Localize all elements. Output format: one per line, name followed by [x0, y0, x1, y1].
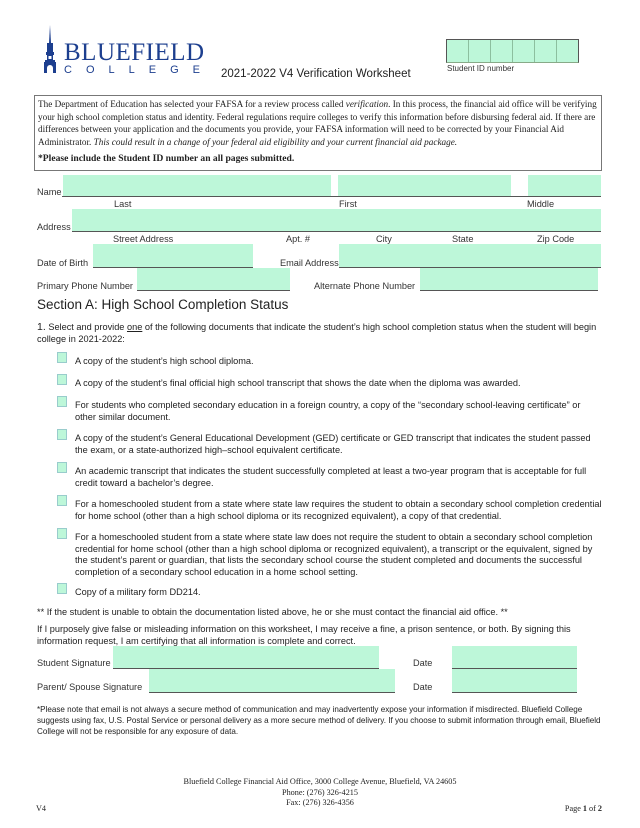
question-text: of the following documents that indicate the student’s high school completion status when the student will begin college in 2021-2022: [37, 322, 597, 344]
name-last-label: Last [114, 199, 132, 209]
student-id-note: *Please include the Student ID number an all pages submitted. [38, 153, 295, 165]
option-label: A copy of the student’s General Educational Development (GED) certificate or GED transcript that indicates the student passed the exam, or a state-authorized high–school equivalent certificate. [75, 433, 591, 455]
parent-date-label: Date [413, 682, 433, 692]
address-apt-label: Apt. # [286, 234, 311, 244]
option-label: A copy of the student’s final official high school transcript that shows the date when the diploma was awarded. [75, 378, 521, 388]
student-id-label: Student ID number [447, 64, 515, 73]
address-zip-label: Zip Code [537, 234, 575, 244]
option-label: Copy of a military form DD214. [75, 587, 201, 597]
intro-text: The Department of Education has selected your FAFSA for a review process called [38, 99, 346, 109]
option-checkbox[interactable] [57, 396, 67, 407]
student-id-digit-3[interactable] [491, 40, 513, 62]
intro-italic-term: verification [345, 99, 389, 109]
address-input[interactable] [72, 209, 601, 231]
option-homeschool-credential[interactable] [57, 495, 602, 522]
name-middle-input[interactable] [528, 175, 601, 196]
footer-version: V4 [36, 804, 47, 813]
option-diploma[interactable] [57, 352, 602, 368]
student-id-digit-6[interactable] [557, 40, 578, 62]
option-checkbox[interactable] [57, 583, 67, 594]
student-date-input[interactable] [452, 646, 577, 669]
address-state-label: State [452, 234, 474, 244]
option-military-dd214[interactable] [57, 583, 602, 599]
section-a-title: Section A: High School Completion Status [37, 297, 289, 312]
parent-signature-input[interactable] [149, 669, 395, 693]
option-label: For a homeschooled student from a state where state law does not require the student to obtain a secondary school completion credential for home school (other than a high school diploma or recognized equivalent), a transcript or the equivalent, signed by the student’s parent or guardian, that lists the secondary school course the student completed and documents the successful completion of a secondary school education in a home school setting. [75, 532, 593, 577]
student-id-field [446, 39, 579, 73]
dob-label: Date of Birth [37, 258, 89, 268]
student-id-digit-2[interactable] [469, 40, 491, 62]
name-last-input[interactable] [63, 175, 331, 196]
college-logo [40, 25, 214, 76]
email-security-note: *Please note that email is not always a secure method of communication and may inadvertently expose your information if misdirected. Bluefield College suggests using fax, U.S. Postal Service or personal delivery as a more secure method of delivery. If you choose to submit information through email, Bluefield College will not be responsible for any exposure of data. [37, 705, 601, 736]
intro-box [34, 95, 602, 171]
page-current: 1 [582, 804, 587, 813]
option-checkbox[interactable] [57, 495, 67, 506]
parent-date-input[interactable] [452, 669, 577, 693]
question-1 [37, 322, 597, 345]
page-separator: of [586, 804, 598, 813]
name-underline [62, 196, 601, 197]
option-checkbox[interactable] [57, 374, 67, 385]
footer-phone: Phone: (276) 326-4215 [282, 787, 358, 797]
address-underline [72, 231, 601, 232]
email-label: Email Address [280, 258, 339, 268]
option-checkbox[interactable] [57, 528, 67, 539]
option-checkbox[interactable] [57, 429, 67, 440]
alternate-phone-label: Alternate Phone Number [314, 281, 416, 291]
intro-paragraph [38, 98, 598, 148]
page-label: Page [564, 804, 583, 813]
question-text: Select and provide [45, 322, 127, 332]
footer-page-number [540, 804, 602, 815]
student-signature-input[interactable] [113, 646, 379, 669]
name-first-input[interactable] [338, 175, 511, 196]
name-middle-label: Middle [527, 199, 555, 209]
student-signature-label: Student Signature [37, 658, 111, 668]
chapel-steeple-icon [42, 25, 58, 75]
email-input[interactable] [339, 244, 601, 268]
question-number: 1. [37, 321, 46, 333]
page-total: 2 [597, 804, 602, 813]
address-street-label: Street Address [113, 234, 174, 244]
option-label: For a homeschooled student from a state where state law requires the student to obtain a secondary school completion credential for home school (other than a high school diploma or its recognized equivalent), a copy of that credential. [75, 499, 602, 521]
name-label: Name [37, 187, 62, 197]
footer-address-block [120, 777, 520, 809]
primary-phone-input[interactable] [137, 268, 290, 291]
intro-text: . In this process, the financial aid office will be verifying your high school completion status and identity. Federal regulations require colleges to verify this information before disbursing federal aid. If there are differences between your application and the documents you provide, your FAFSA information will need to be corrected by your Financial Aid Administrator. [38, 99, 597, 147]
option-checkbox[interactable] [57, 462, 67, 473]
address-city-label: City [376, 234, 392, 244]
logo-wordmark: BLUEFIELD [64, 39, 205, 66]
option-label: A copy of the student’s high school diploma. [75, 356, 254, 366]
student-date-label: Date [413, 658, 433, 668]
name-first-label: First [339, 199, 357, 209]
contact-office-note: ** If the student is unable to obtain the documentation listed above, he or she must contact the financial aid office. ** [37, 607, 508, 617]
page-title: 2021-2022 V4 Verification Worksheet [221, 68, 411, 80]
student-id-digit-1[interactable] [447, 40, 469, 62]
option-label: For students who completed secondary education in a foreign country, a copy of the “secondary school-leaving certificate” or other similar document. [75, 400, 581, 422]
option-homeschool-transcript[interactable] [57, 528, 602, 578]
option-two-year-program[interactable] [57, 462, 602, 489]
address-label: Address [37, 222, 71, 232]
student-id-digit-5[interactable] [535, 40, 557, 62]
logo-subtitle: COLLEGE [64, 64, 214, 76]
footer-fax: Fax: (276) 326-4356 [286, 798, 354, 807]
student-id-digit-4[interactable] [513, 40, 535, 62]
option-ged[interactable] [57, 429, 602, 456]
student-id-boxes [446, 39, 579, 63]
alternate-phone-input[interactable] [420, 268, 598, 291]
question-emphasis: one [126, 322, 143, 332]
option-checkbox[interactable] [57, 352, 67, 363]
option-transcript[interactable] [57, 374, 602, 390]
primary-phone-label: Primary Phone Number [37, 281, 133, 291]
option-foreign-certificate[interactable] [57, 396, 602, 423]
parent-signature-label: Parent/ Spouse Signature [37, 682, 143, 692]
intro-italic-warning: This could result in a change of your federal aid eligibility and your current financial aid package. [93, 136, 458, 147]
footer-address: Bluefield College Financial Aid Office, 3000 College Avenue, Bluefield, VA 24605 [183, 777, 457, 786]
dob-input[interactable] [93, 244, 253, 268]
option-label: An academic transcript that indicates the student successfully completed at least a two-year program that is acceptable for full credit toward a bachelor’s degree. [75, 466, 587, 488]
certification-statement: If I purposely give false or misleading information on this worksheet, I may receive a fine, a prison sentence, or both. By signing this information request, I am certifying that all information is complete and correct. [37, 624, 571, 646]
